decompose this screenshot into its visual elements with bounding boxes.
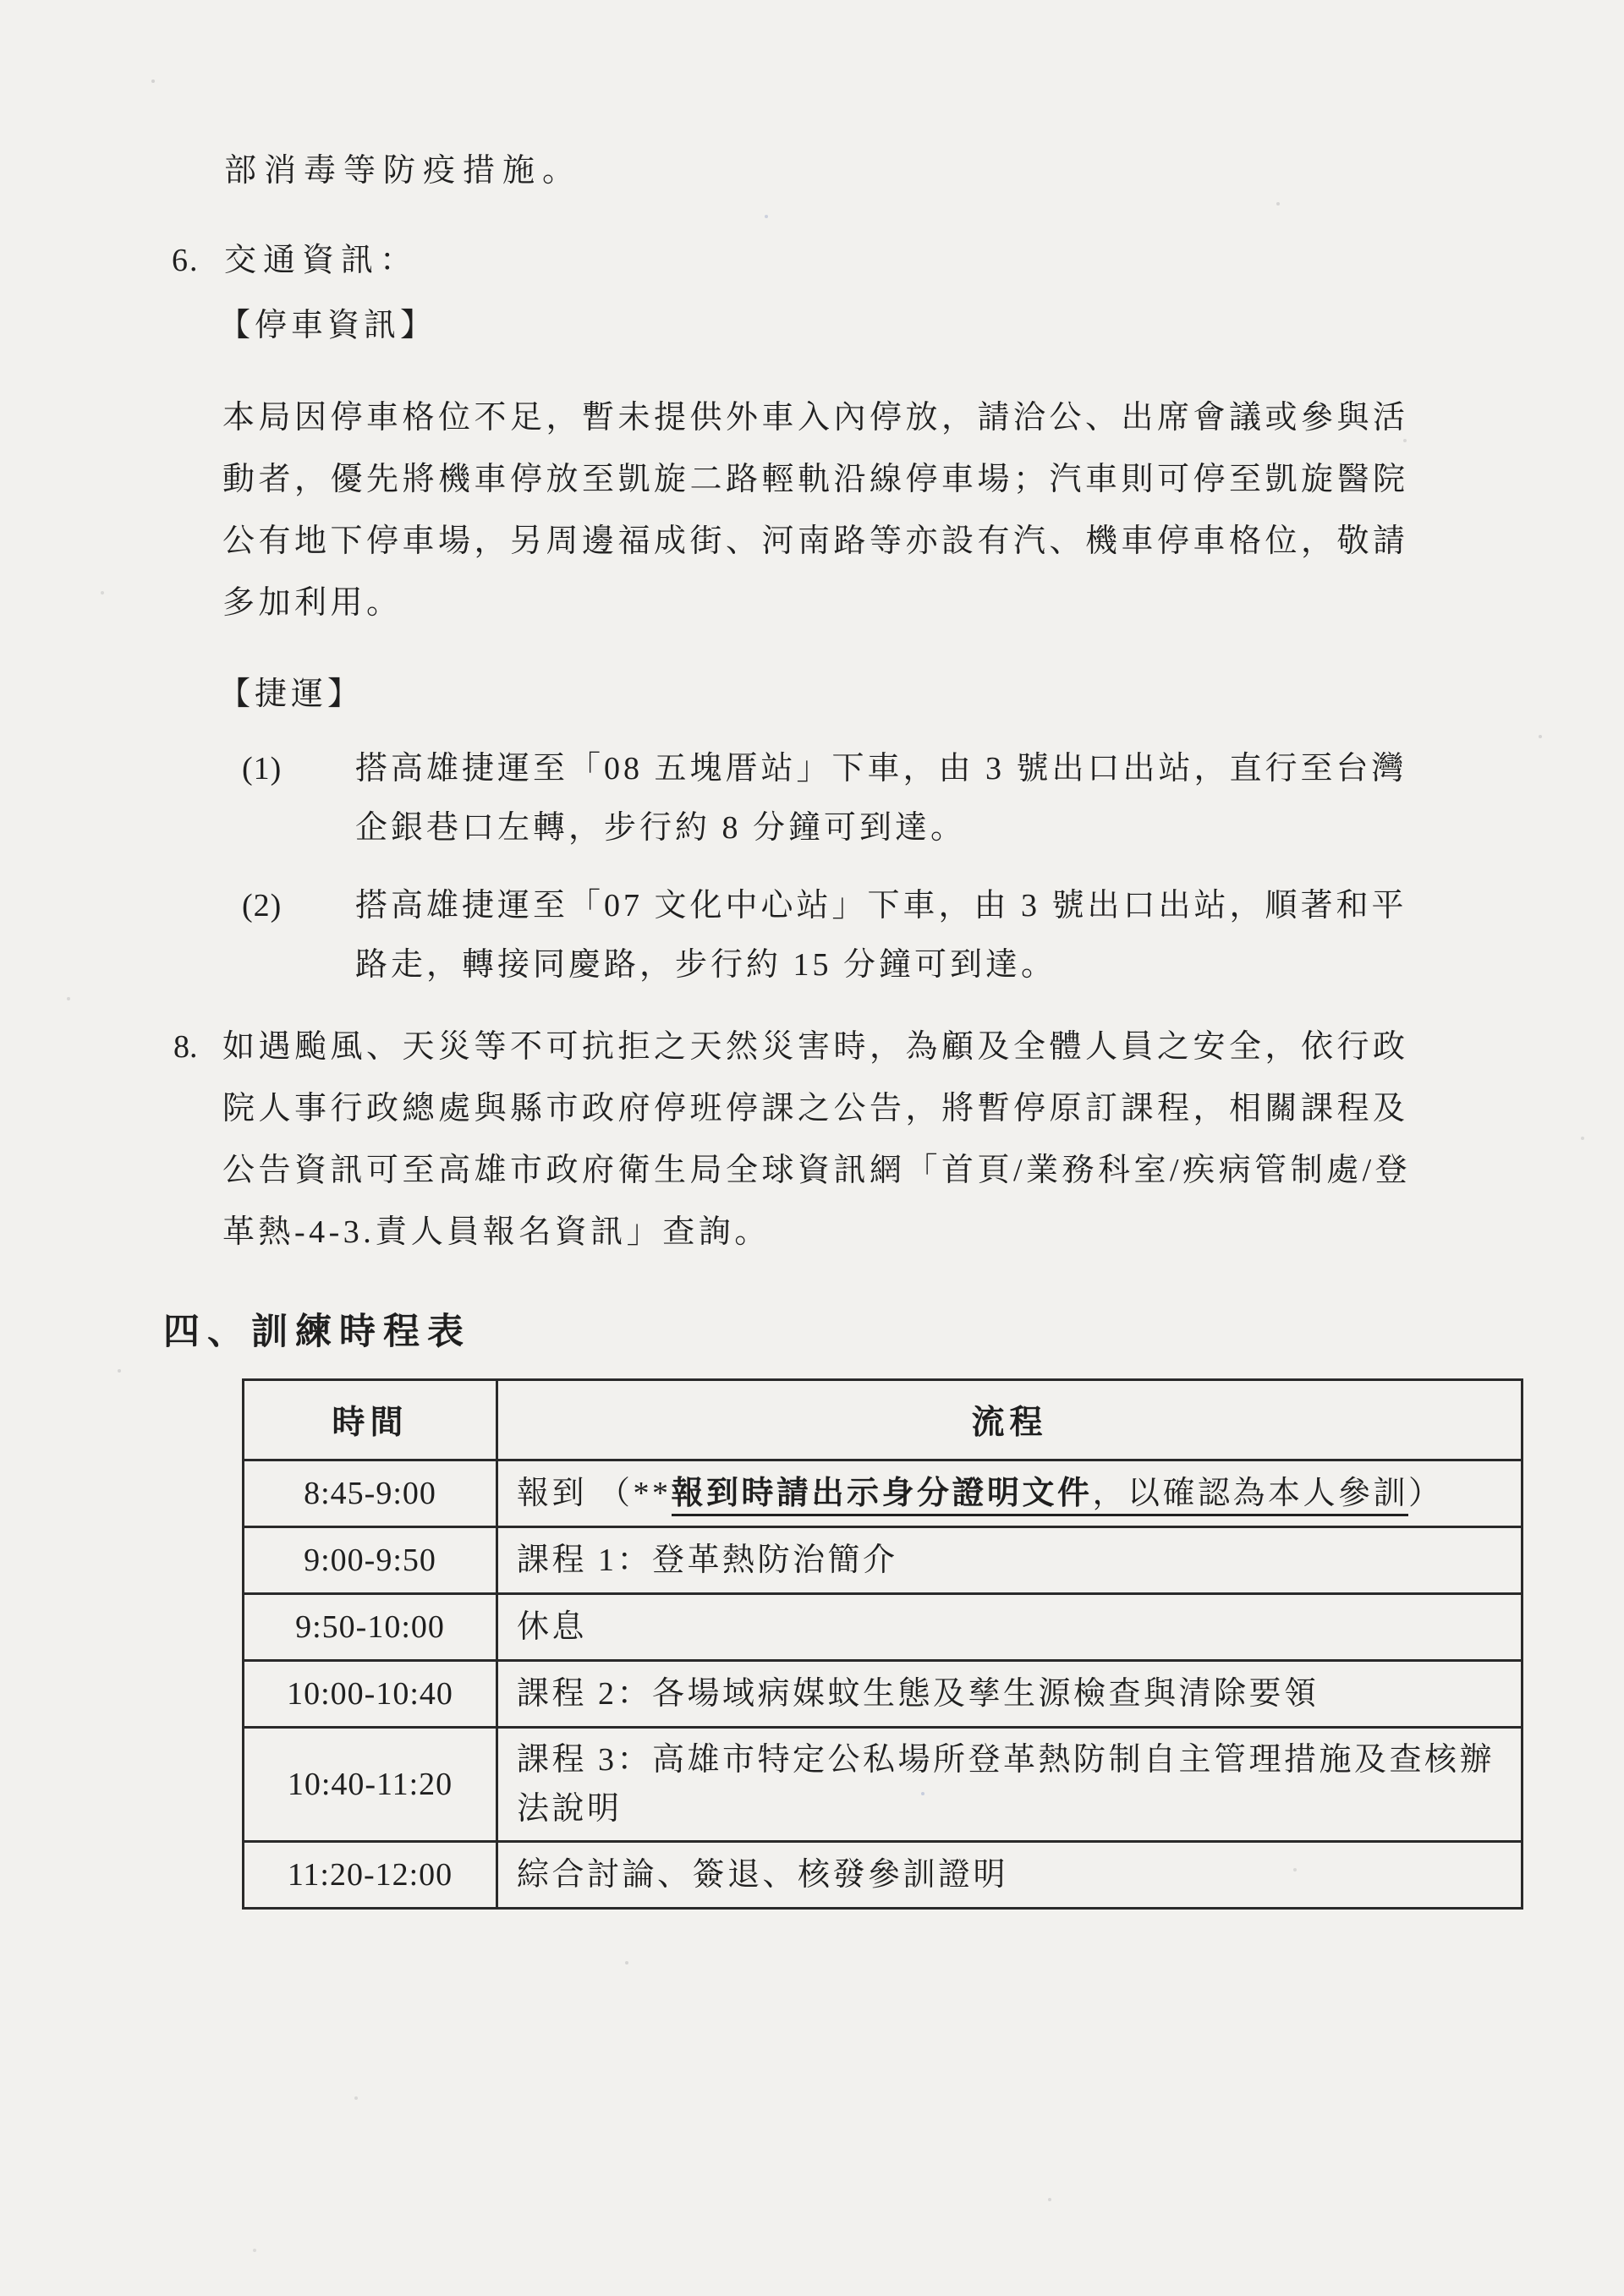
- item-8-text: [222, 1016, 1411, 1263]
- item-6-number: 6.: [172, 243, 200, 278]
- parking-line: 本局因停車格位不足，暫未提供外車入內停放，請洽公、出席會議或參與活: [222, 400, 1409, 436]
- item-8-line: 院人事行政總處與縣市政府停班停課之公告，將暫停原訂課程，相關課程及: [222, 1091, 1409, 1126]
- time-cell: 10:40-11:20: [244, 1728, 497, 1842]
- mrt-item-1-line: 搭高雄捷運至「08 五塊厝站」下車，由 3 號出口出站，直行至台灣: [355, 751, 1407, 786]
- table-header-row: [244, 1380, 1522, 1460]
- column-header-time: 時間: [244, 1380, 497, 1460]
- item-8-line: 如遇颱風、天災等不可抗拒之天然災害時，為顧及全體人員之安全，依行政: [222, 1029, 1409, 1065]
- table-row: [244, 1594, 1522, 1661]
- section-4-title: 四、訓練時程表: [163, 1312, 471, 1352]
- mrt-item-1-line: 企銀巷口左轉，步行約 8 分鐘可到達。: [355, 810, 967, 846]
- item-8-number: 8.: [173, 1029, 198, 1065]
- flow-text-tail: ，以確認為本人參訓: [1092, 1476, 1409, 1511]
- mrt-item-1-number: (1): [242, 751, 283, 786]
- parking-line: 多加利用。: [222, 585, 403, 621]
- mrt-header: 【捷運】: [218, 677, 365, 712]
- list-item-6: [172, 237, 1624, 284]
- mrt-item-1: [242, 739, 1624, 858]
- flow-text-underlined: [672, 1476, 1409, 1516]
- table-row: [244, 1728, 1522, 1842]
- flow-text-prefix: 報到 （**: [517, 1476, 672, 1511]
- scan-noise-speckles: [0, 0, 2, 2]
- flow-text-bold: 報到時請出示身分證明文件: [671, 1476, 1093, 1511]
- time-cell: 9:50-10:00: [244, 1594, 497, 1661]
- flow-cell: 課程 3：高雄市特定公私場所登革熱防制自主管理措施及查核辦法說明: [497, 1728, 1522, 1842]
- parking-paragraph: [222, 387, 1624, 634]
- mrt-item-2-text: [355, 876, 1407, 995]
- time-cell: 8:45-9:00: [244, 1460, 497, 1527]
- mrt-item-2-line: 路走，轉接同慶路，步行約 15 分鐘可到達。: [355, 947, 1057, 983]
- table-row: [244, 1527, 1522, 1594]
- parking-line: 動者，優先將機車停放至凱旋二路輕軌沿線停車場；汽車則可停至凱旋醫院: [222, 462, 1409, 497]
- flow-text-suffix: ）: [1408, 1476, 1444, 1511]
- table-row: [244, 1661, 1522, 1728]
- time-cell: 11:20-12:00: [244, 1842, 497, 1909]
- flow-cell: [497, 1460, 1522, 1527]
- column-header-flow: 流程: [497, 1380, 1522, 1460]
- list-item-8: [173, 1016, 1624, 1263]
- item-6-title: 交通資訊：: [224, 243, 420, 278]
- flow-cell: 綜合討論、簽退、核發參訓證明: [497, 1842, 1522, 1909]
- mrt-item-2-number: (2): [242, 888, 283, 923]
- time-cell: 9:00-9:50: [244, 1527, 497, 1594]
- intro-continuation-line: 部消毒等防疫措施。: [224, 153, 583, 189]
- time-cell: 10:00-10:40: [244, 1661, 497, 1728]
- flow-cell: 課程 2：各場域病媒蚊生態及孳生源檢查與清除要領: [497, 1661, 1522, 1728]
- item-8-line: 革熱-4-3.責人員報名資訊」查詢。: [222, 1214, 771, 1250]
- mrt-item-2: [242, 876, 1624, 995]
- flow-cell: 休息: [497, 1594, 1522, 1661]
- flow-cell: 課程 1：登革熱防治簡介: [497, 1527, 1522, 1594]
- table-row: [244, 1460, 1522, 1527]
- item-8-line: 公告資訊可至高雄市政府衛生局全球資訊網「首頁/業務科室/疾病管制處/登: [222, 1153, 1412, 1188]
- parking-info-header: 【停車資訊】: [218, 308, 437, 343]
- table-row: [244, 1842, 1522, 1909]
- training-schedule-table: [242, 1378, 1523, 1910]
- mrt-item-2-line: 搭高雄捷運至「07 文化中心站」下車，由 3 號出口出站，順著和平: [355, 888, 1407, 923]
- mrt-item-1-text: [355, 739, 1407, 858]
- parking-line: 公有地下停車場，另周邊福成街、河南路等亦設有汽、機車停車格位，敬請: [222, 523, 1409, 559]
